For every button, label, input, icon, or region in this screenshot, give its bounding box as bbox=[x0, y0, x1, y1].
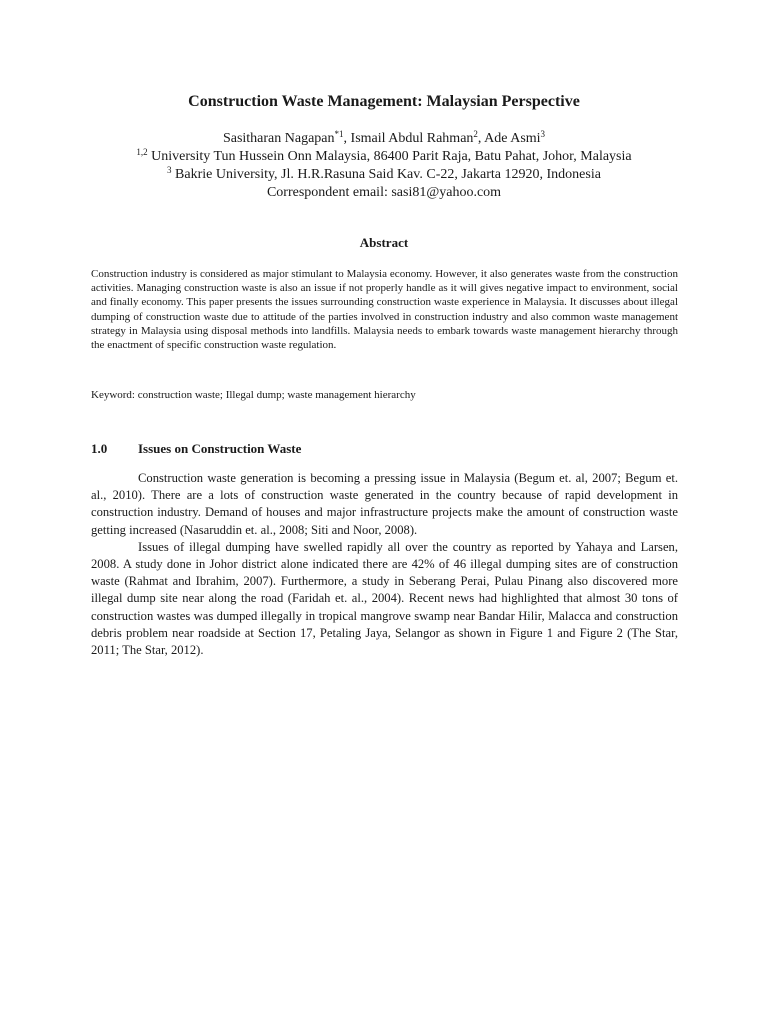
affiliation-mark: 3 bbox=[167, 165, 172, 175]
affiliation-mark: 1,2 bbox=[136, 147, 148, 157]
affiliation-line bbox=[0, 148, 768, 166]
author-name: Ismail Abdul Rahman bbox=[350, 131, 474, 146]
author-name: Ade Asmi bbox=[484, 131, 541, 146]
abstract-body: Construction industry is considered as major stimulant to Malaysia economy. However, it also generates waste from the construction activities. Managing construction waste is also an issue if not properly handle as it will gives negative impact to environment, social and finally economy. This paper presents the issues surrounding construction waste experience in Malaysia. It discusses about illegal dumping of construction waste due to attitude of the parties involved in construction industry and also common waste management strategy in Malaysia using disposal methods into landfills. Malaysia needs to embark towards waste management hierarchy through the enactment of specific construction waste regulation. bbox=[91, 268, 678, 352]
section-heading bbox=[91, 441, 301, 457]
author-separator: , bbox=[477, 131, 485, 146]
author-line bbox=[0, 130, 768, 148]
affiliation-text: Bakrie University, Jl. H.R.Rasuna Said Kav. C-22, Jakarta 12920, Indonesia bbox=[171, 167, 601, 182]
author-mark: 2 bbox=[473, 129, 478, 139]
section-number: 1.0 bbox=[91, 441, 108, 456]
author-mark: 3 bbox=[540, 129, 546, 139]
author-separator: , bbox=[343, 131, 351, 146]
correspondence-line: Correspondent email: sasi81@yahoo.com bbox=[266, 185, 502, 200]
author-mark: *1 bbox=[334, 129, 344, 139]
section-body bbox=[91, 470, 678, 659]
affiliation-text: University Tun Hussein Onn Malaysia, 86400 Parit Raja, Batu Pahat, Johor, Malaysia bbox=[147, 149, 632, 164]
body-paragraph: Issues of illegal dumping have swelled rapidly all over the country as reported by Yahaya and Larsen, 2008. A study done in Johor district alone indicated there are 42% of 46 illegal dumping sites are of construction waste (Rahmat and Ibrahim, 2007). Furthermore, a study in Seberang Perai, Pulau Pinang also discovered more illegal dump site near along the road (Faridah et. al., 2004). Recent news had highlighted that almost 30 tons of construction wastes was dumped illegally in tropical mangrove swamp near Bandar Hilir, Malacca and construction debris problem near roadside at Section 17, Petaling Jaya, Selangor as shown in Figure 1 and Figure 2 (The Star, 2011; The Star, 2012). bbox=[91, 539, 678, 658]
section-title: Issues on Construction Waste bbox=[138, 441, 302, 456]
keywords-line: Keyword: construction waste; Illegal dump; waste management hierarchy bbox=[91, 389, 416, 401]
author-block bbox=[0, 130, 768, 202]
author-name: Sasitharan Nagapan bbox=[222, 131, 335, 146]
body-paragraph: Construction waste generation is becoming a pressing issue in Malaysia (Begum et. al, 2007; Begum et. al., 2010). There are a lots of construction waste generated in the country because of rapid development in construction industry. Demand of houses and major infrastructure projects make the amount of construction waste getting increased (Nasaruddin et. al., 2008; Siti and Noor, 2008). bbox=[91, 471, 678, 537]
abstract-heading: Abstract bbox=[359, 235, 409, 250]
paper-title: Construction Waste Management: Malaysian Perspective bbox=[188, 93, 580, 110]
affiliation-line bbox=[0, 166, 768, 184]
